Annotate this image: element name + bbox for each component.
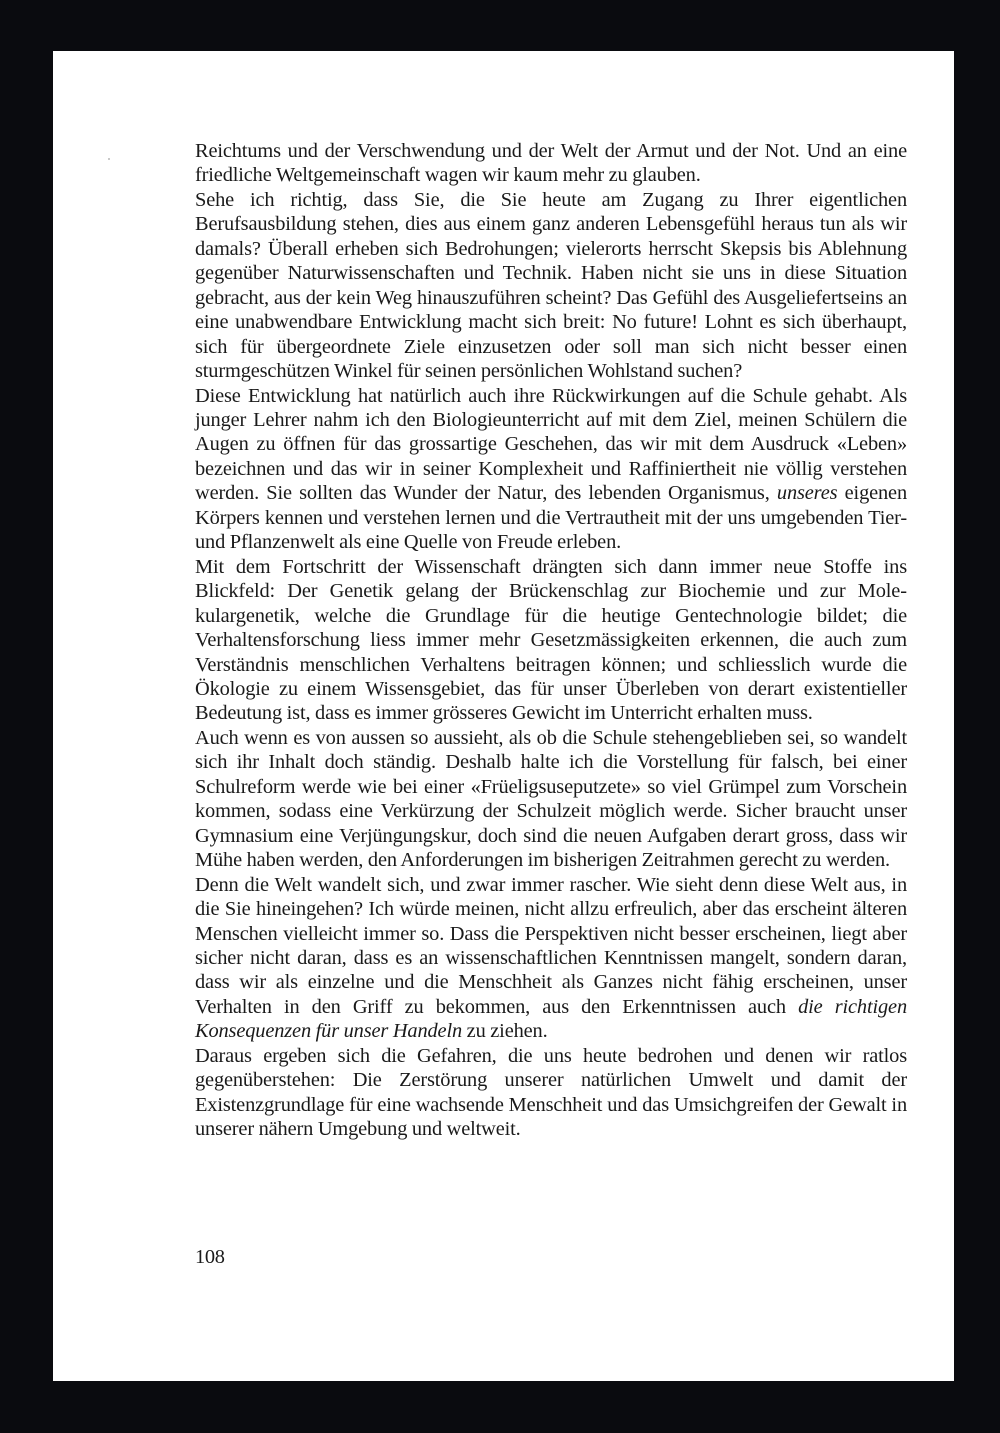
text-segment: Sehe ich richtig, dass Sie, die Sie heute am Zugang zu Ihrer eigentlichen Berufsausbildung stehen, dies aus einem ganz anderen Lebensgefühl heraus tun als wir damals? Überall erheben sich Bedrohungen; vielerorts herrscht Skepsis bis Ablehnung gegenüber Naturwissenschaften und Technik. Haben nicht sie uns in diese Situation gebracht, aus der kein Weg hinauszuführen scheint? Das Gefühl des Ausgeliefertseins an eine unabwendbare Entwicklung macht sich breit: No future! Lohnt es sich überhaupt, sich für übergeordnete Ziele einzusetzen oder soll man sich nicht besser einen sturmgeschützen Winkel für seinen persönlichen Wohlstand suchen? bbox=[195, 188, 907, 383]
scanned-page bbox=[53, 51, 954, 1381]
paragraph-6 bbox=[195, 873, 907, 1044]
paragraph-5 bbox=[195, 726, 907, 873]
paragraph-2 bbox=[195, 188, 907, 384]
text-segment: zu ziehen. bbox=[462, 1020, 548, 1043]
text-segment: Reichtums und der Verschwendung und der Welt der Armut und der Not. Und an eine friedliche Weltgemeinschaft wagen wir kaum mehr zu glauben. bbox=[195, 140, 907, 187]
text-segment: Auch wenn es von aussen so aussieht, als ob die Schule stehengeblieben sei, so wandelt sich ihr Inhalt doch ständig. Deshalb halte ich die Vorstellung für falsch, bei einer Schulreform werde wie bei einer «Früeligsuseputzete» so viel Grümpel zum Vorschein kommen, sodass eine Verkürzung der Schulzeit möglich werde. Sicher braucht unser Gymnasium eine Verjüngungskur, doch sind die neuen Aufgaben derart gross, dass wir Mühe haben werden, den Anforderungen im bisherigen Zeitrahmen gerecht zu werden. bbox=[195, 726, 907, 872]
text-segment: Mit dem Fortschritt der Wissenschaft drängten sich dann immer neue Stoffe ins Blickfeld: Der Genetik gelang der Brückenschlag zur Biochemie und zur Molekulargenetik, welche die Grundlage für die heutige Gentechnologie bildet; die Verhaltensforschung liess immer mehr Gesetzmässigkeiten erkennen, die auch zum Verständnis menschlichen Verhaltens beitragen können; und schliesslich wurde die Ökologie zu einem Wissensgebiet, das für unser Überleben von derart existentieller Bedeutung ist, dass es immer grösseres Gewicht im Unterricht erhalten muss. bbox=[195, 555, 907, 725]
paragraph-7 bbox=[195, 1044, 907, 1142]
body-text bbox=[195, 139, 907, 1142]
italic-emphasis: die richtigen Konsequenzen für unser Handeln bbox=[195, 995, 907, 1043]
text-segment: Diese Entwicklung hat natürlich auch ihre Rückwirkungen auf die Schule gehabt. Als junger Lehrer nahm ich den Biologieunterricht auf mit dem Ziel, meinen Schülern die Augen zu öffnen für das grossartige Geschehen, das wir mit dem Ausdruck «Leben» bezeichnen und das wir in seiner Komplexheit und Raffiniertheit nie völlig verstehen werden. Sie sollten das Wunder der Natur, des lebenden Organismus, bbox=[195, 384, 907, 505]
text-segment: eigenen Körpers kennen und verstehen lernen und die Vertrautheit mit der uns umgebenden Tier- und Pflanzenwelt als eine Quelle von Freude erleben. bbox=[195, 482, 908, 554]
paragraph-1 bbox=[195, 139, 907, 188]
text-segment: Denn die Welt wandelt sich, und zwar immer rascher. Wie sieht denn diese Welt aus, in die Sie hineingehen? Ich würde meinen, nicht allzu erfreulich, aber das erscheint älteren Menschen vielleicht immer so. Dass die Perspektiven nicht besser erscheinen, liegt aber sicher nicht daran, dass es an wissenschaftlichen Kenntnissen mangelt, sondern daran, dass wir als einzelne und die Menschheit als Ganzes nicht fähig erscheinen, unser Verhalten in den Griff zu bekommen, aus den Erkenntnissen auch bbox=[195, 873, 907, 1018]
paragraph-4 bbox=[195, 555, 907, 726]
text-segment: Daraus ergeben sich die Gefahren, die uns heute bedrohen und denen wir ratlos gegenüberstehen: Die Zerstörung unserer natürlichen Umwelt und damit der Existenzgrundlage für eine wachsende Menschheit und das Umsichgreifen der Gewalt in unserer nähern Umgebung und weltweit. bbox=[195, 1044, 907, 1141]
scan-speck bbox=[108, 158, 110, 160]
italic-emphasis: unseres bbox=[776, 482, 838, 505]
paragraph-3 bbox=[195, 384, 907, 555]
page-number: 108 bbox=[195, 1246, 225, 1268]
